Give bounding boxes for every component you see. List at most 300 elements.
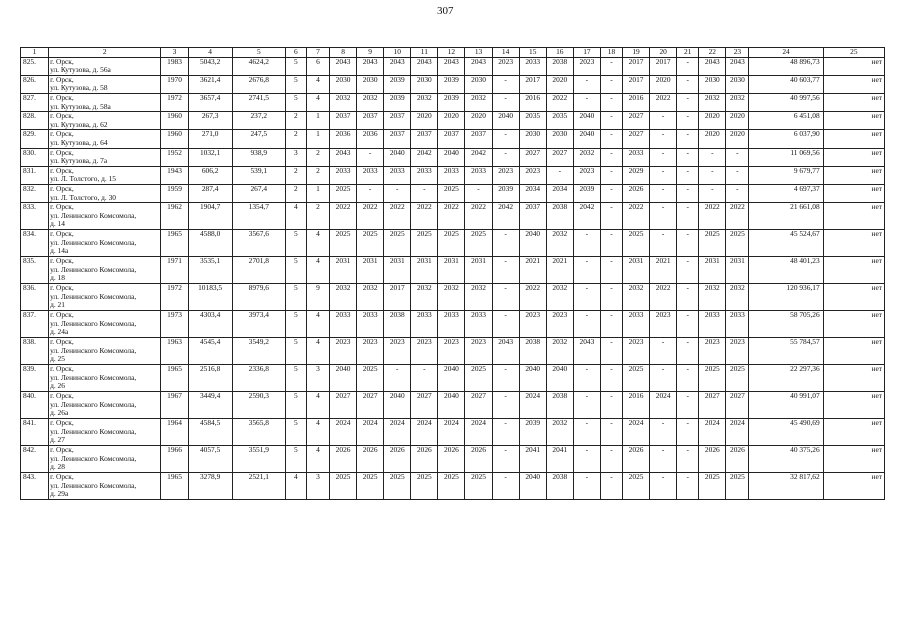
table-cell: 2033: [411, 166, 438, 184]
table-cell: -: [650, 419, 677, 446]
table-cell: -: [573, 311, 600, 338]
table-cell: -: [492, 284, 519, 311]
table-cell: 6 037,90: [749, 130, 823, 148]
table-cell: 2022: [650, 284, 677, 311]
table-cell: 2023: [492, 166, 519, 184]
table-cell: -: [677, 57, 699, 75]
address-line: ул. Кутузова, д. 56а: [50, 65, 111, 75]
address-line: г. Орск,: [50, 166, 74, 175]
table-cell: 2027: [330, 392, 357, 419]
table-cell: -: [600, 473, 622, 500]
table-cell: 2024: [357, 419, 384, 446]
table-cell: 2030: [357, 75, 384, 93]
table-cell: нет: [823, 365, 884, 392]
table-cell: 2023: [650, 311, 677, 338]
address-cell: [49, 338, 161, 365]
table-cell: 1971: [161, 257, 188, 284]
table-cell: 4: [306, 311, 329, 338]
table-cell: нет: [823, 446, 884, 473]
table-cell: 2026: [438, 446, 465, 473]
column-header: 25: [823, 48, 884, 58]
table-cell: 2023: [492, 57, 519, 75]
table-cell: -: [600, 230, 622, 257]
address-line: д. 25: [50, 354, 65, 364]
table-cell: 2: [285, 112, 306, 130]
table-cell: 4: [306, 338, 329, 365]
table-cell: 2042: [573, 203, 600, 230]
address-cell: [49, 112, 161, 130]
table-cell: 1972: [161, 284, 188, 311]
table-cell: 2032: [357, 93, 384, 111]
column-header: 7: [306, 48, 329, 58]
table-cell: -: [357, 184, 384, 202]
table-cell: 6 451,08: [749, 112, 823, 130]
column-header: 20: [650, 48, 677, 58]
table-row: [21, 365, 885, 392]
table-cell: 2023: [330, 338, 357, 365]
table-cell: -: [677, 338, 699, 365]
table-cell: 2026: [330, 446, 357, 473]
table-cell: 5: [285, 311, 306, 338]
table-row: [21, 203, 885, 230]
table-cell: нет: [823, 284, 884, 311]
address-cell: [49, 311, 161, 338]
table-cell: 22 297,36: [749, 365, 823, 392]
table-cell: 2025: [438, 473, 465, 500]
table-cell: 2032: [330, 93, 357, 111]
table-cell: 2025: [623, 473, 650, 500]
table-cell: -: [492, 230, 519, 257]
table-cell: -: [650, 130, 677, 148]
table-cell: 2023: [519, 311, 546, 338]
table-cell: 2: [306, 203, 329, 230]
table-cell: 4: [306, 93, 329, 111]
address-line: д. 26: [50, 381, 65, 391]
table-cell: -: [411, 184, 438, 202]
table-cell: 2043: [438, 57, 465, 75]
table-cell: 2038: [546, 473, 573, 500]
address-line: ул. Ленинского Комсомола,: [50, 318, 137, 328]
column-header: 18: [600, 48, 622, 58]
table-cell: -: [492, 392, 519, 419]
row-number: 827.: [21, 93, 49, 111]
address-line: г. Орск,: [50, 337, 74, 347]
table-cell: 2024: [650, 392, 677, 419]
table-cell: -: [699, 148, 726, 166]
column-header: 22: [699, 48, 726, 58]
table-cell: 2032: [411, 93, 438, 111]
table-cell: 3278,9: [188, 473, 232, 500]
table-cell: 2025: [411, 473, 438, 500]
table-row: [21, 284, 885, 311]
table-cell: 2039: [492, 184, 519, 202]
table-cell: нет: [823, 184, 884, 202]
table-cell: 2024: [411, 419, 438, 446]
table-cell: 2032: [465, 284, 492, 311]
table-cell: 2032: [330, 284, 357, 311]
address-line: г. Орск,: [50, 418, 74, 428]
table-cell: 2037: [438, 130, 465, 148]
address-line: ул. Ленинского Комсомола,: [50, 399, 137, 409]
address-line: д. 14а: [50, 246, 69, 256]
table-cell: -: [492, 419, 519, 446]
table-cell: 4: [285, 473, 306, 500]
table-cell: 2040: [330, 365, 357, 392]
table-cell: -: [677, 75, 699, 93]
table-cell: 2039: [519, 419, 546, 446]
column-header: 4: [188, 48, 232, 58]
table-cell: 2040: [384, 392, 411, 419]
table-cell: 4: [306, 419, 329, 446]
table-cell: 1973: [161, 311, 188, 338]
table-cell: 2021: [546, 257, 573, 284]
table-cell: -: [492, 75, 519, 93]
table-cell: 4: [306, 257, 329, 284]
table-cell: 2039: [438, 93, 465, 111]
table-cell: 2032: [573, 148, 600, 166]
table-cell: 2041: [546, 446, 573, 473]
table-cell: 55 784,57: [749, 338, 823, 365]
table-cell: -: [573, 473, 600, 500]
table-cell: 2: [306, 148, 329, 166]
table-cell: 4: [306, 75, 329, 93]
table-cell: -: [465, 184, 492, 202]
table-cell: нет: [823, 57, 884, 75]
address-line: ул. Кутузова, д. 58: [50, 83, 108, 93]
table-cell: 2025: [357, 365, 384, 392]
table-cell: 2025: [438, 230, 465, 257]
table-cell: 4584,5: [188, 419, 232, 446]
address-line: г. Орск,: [50, 184, 74, 193]
table-cell: 2022: [519, 284, 546, 311]
row-number: 841.: [21, 419, 49, 446]
table-cell: 2024: [465, 419, 492, 446]
table-cell: 40 603,77: [749, 75, 823, 93]
table-cell: 2035: [546, 112, 573, 130]
table-cell: 4 697,37: [749, 184, 823, 202]
address-line: г. Орск,: [50, 57, 74, 66]
table-cell: -: [573, 75, 600, 93]
table-row: [21, 230, 885, 257]
row-number: 836.: [21, 284, 49, 311]
table-cell: 2023: [465, 338, 492, 365]
column-header: 2: [49, 48, 161, 58]
table-cell: 2042: [492, 203, 519, 230]
address-line: д. 21: [50, 300, 65, 310]
table-cell: 2023: [573, 166, 600, 184]
column-header: 8: [330, 48, 357, 58]
table-cell: 10183,5: [188, 284, 232, 311]
table-cell: 2032: [726, 93, 749, 111]
table-cell: 5043,2: [188, 57, 232, 75]
row-number: 843.: [21, 473, 49, 500]
table-cell: 2027: [546, 148, 573, 166]
table-cell: 2020: [726, 112, 749, 130]
row-number: 826.: [21, 75, 49, 93]
table-cell: 4: [306, 392, 329, 419]
table-cell: -: [600, 419, 622, 446]
table-row: [21, 57, 885, 75]
row-number: 838.: [21, 338, 49, 365]
table-cell: 2024: [623, 419, 650, 446]
table-cell: 271,0: [188, 130, 232, 148]
table-cell: 2033: [330, 166, 357, 184]
table-cell: 2024: [438, 419, 465, 446]
table-cell: 2039: [384, 75, 411, 93]
table-cell: 2336,8: [232, 365, 285, 392]
table-cell: -: [650, 446, 677, 473]
table-cell: 2033: [438, 166, 465, 184]
table-cell: -: [677, 230, 699, 257]
table-cell: -: [573, 93, 600, 111]
row-number: 833.: [21, 203, 49, 230]
table-cell: 2032: [623, 284, 650, 311]
table-cell: 2031: [623, 257, 650, 284]
table-cell: 2022: [623, 203, 650, 230]
table-cell: 1967: [161, 392, 188, 419]
table-cell: 2043: [573, 338, 600, 365]
table-cell: 1: [306, 112, 329, 130]
table-cell: -: [650, 473, 677, 500]
table-row: [21, 338, 885, 365]
table-cell: 5: [285, 257, 306, 284]
address-line: д. 18: [50, 273, 65, 283]
table-cell: 2034: [546, 184, 573, 202]
table-cell: -: [411, 365, 438, 392]
table-cell: 2020: [465, 112, 492, 130]
table-row: [21, 148, 885, 166]
table-cell: 2027: [465, 392, 492, 419]
table-cell: 48 401,23: [749, 257, 823, 284]
address-cell: [49, 230, 161, 257]
address-line: ул. Ленинского Комсомола,: [50, 453, 137, 463]
table-cell: 2038: [546, 57, 573, 75]
table-cell: 2040: [438, 365, 465, 392]
table-cell: 2521,1: [232, 473, 285, 500]
table-row: [21, 419, 885, 446]
table-cell: 2033: [519, 57, 546, 75]
table-cell: 2031: [330, 257, 357, 284]
table-cell: 2016: [519, 93, 546, 111]
table-cell: 6: [306, 57, 329, 75]
table-cell: нет: [823, 338, 884, 365]
table-cell: 267,3: [188, 112, 232, 130]
table-cell: -: [677, 365, 699, 392]
table-cell: 2033: [699, 311, 726, 338]
table-cell: 606,2: [188, 166, 232, 184]
address-cell: [49, 392, 161, 419]
table-cell: 2032: [546, 338, 573, 365]
table-cell: 2023: [699, 338, 726, 365]
address-line: д. 28: [50, 462, 65, 472]
address-cell: [49, 473, 161, 500]
table-cell: 2023: [438, 338, 465, 365]
table-cell: 2032: [465, 93, 492, 111]
table-cell: 1952: [161, 148, 188, 166]
column-header: 9: [357, 48, 384, 58]
table-cell: 1970: [161, 75, 188, 93]
table-cell: 5: [285, 338, 306, 365]
table-cell: 1032,1: [188, 148, 232, 166]
table-cell: 2031: [357, 257, 384, 284]
table-cell: 2023: [726, 338, 749, 365]
table-cell: 2027: [623, 112, 650, 130]
table-cell: 2043: [357, 57, 384, 75]
table-cell: -: [573, 419, 600, 446]
table-cell: -: [650, 166, 677, 184]
table-cell: -: [600, 112, 622, 130]
table-cell: 4545,4: [188, 338, 232, 365]
table-cell: -: [677, 446, 699, 473]
address-line: ул. Ленинского Комсомола,: [50, 264, 137, 274]
table-cell: 2033: [330, 311, 357, 338]
table-cell: 3621,4: [188, 75, 232, 93]
column-header: 12: [438, 48, 465, 58]
address-line: г. Орск,: [50, 391, 74, 401]
table-cell: 3549,2: [232, 338, 285, 365]
address-line: ул. Ленинского Комсомола,: [50, 426, 137, 436]
table-cell: 2040: [384, 148, 411, 166]
table-cell: -: [573, 365, 600, 392]
table-cell: 2032: [699, 284, 726, 311]
address-line: г. Орск,: [50, 129, 74, 139]
address-cell: [49, 257, 161, 284]
table-cell: 2022: [546, 93, 573, 111]
table-cell: 3: [306, 365, 329, 392]
table-cell: нет: [823, 392, 884, 419]
address-line: г. Орск,: [50, 310, 74, 320]
table-row: [21, 93, 885, 111]
table-cell: -: [573, 446, 600, 473]
address-cell: [49, 148, 161, 166]
table-cell: 5: [285, 419, 306, 446]
table-cell: -: [492, 311, 519, 338]
column-header: 10: [384, 48, 411, 58]
table-cell: 3: [285, 148, 306, 166]
row-number: 835.: [21, 257, 49, 284]
table-cell: 2032: [699, 93, 726, 111]
table-cell: 2037: [330, 112, 357, 130]
table-cell: нет: [823, 230, 884, 257]
table-cell: 2020: [726, 130, 749, 148]
table-cell: 2031: [411, 257, 438, 284]
table-cell: 2038: [384, 311, 411, 338]
row-number: 834.: [21, 230, 49, 257]
table-cell: 2025: [465, 365, 492, 392]
table-cell: 2032: [546, 230, 573, 257]
table-cell: 2043: [411, 57, 438, 75]
row-number: 837.: [21, 311, 49, 338]
table-cell: 2040: [492, 112, 519, 130]
table-cell: 4: [306, 230, 329, 257]
table-cell: 2043: [699, 57, 726, 75]
table-row: [21, 446, 885, 473]
table-cell: -: [600, 203, 622, 230]
address-cell: [49, 75, 161, 93]
table-cell: 58 705,26: [749, 311, 823, 338]
table-cell: 2027: [411, 392, 438, 419]
address-cell: [49, 419, 161, 446]
table-cell: 247,5: [232, 130, 285, 148]
table-cell: 3565,8: [232, 419, 285, 446]
table-cell: 2034: [519, 184, 546, 202]
table-cell: -: [600, 75, 622, 93]
row-number: 840.: [21, 392, 49, 419]
address-line: ул. Л. Толстого, д. 30: [50, 192, 116, 202]
table-row: [21, 184, 885, 202]
table-cell: 2026: [384, 446, 411, 473]
table-cell: 5: [285, 365, 306, 392]
column-header: 5: [232, 48, 285, 58]
address-cell: [49, 284, 161, 311]
table-cell: 2024: [699, 419, 726, 446]
table-cell: 2030: [519, 130, 546, 148]
table-cell: нет: [823, 93, 884, 111]
table-cell: 2023: [623, 338, 650, 365]
table-cell: 1965: [161, 365, 188, 392]
table-cell: 2037: [519, 203, 546, 230]
table-cell: 3551,9: [232, 446, 285, 473]
table-cell: -: [677, 392, 699, 419]
column-header: 14: [492, 48, 519, 58]
address-line: ул. Кутузова, д. 64: [50, 137, 108, 147]
column-header: 23: [726, 48, 749, 58]
table-cell: -: [492, 93, 519, 111]
table-cell: 2: [285, 130, 306, 148]
address-line: д. 27: [50, 435, 65, 445]
table-cell: 2036: [357, 130, 384, 148]
column-header: 11: [411, 48, 438, 58]
table-cell: 32 817,62: [749, 473, 823, 500]
table-cell: 45 490,69: [749, 419, 823, 446]
address-line: г. Орск,: [50, 364, 74, 374]
address-line: г. Орск,: [50, 472, 74, 482]
table-cell: -: [650, 338, 677, 365]
address-cell: [49, 365, 161, 392]
table-cell: 2039: [573, 184, 600, 202]
table-cell: 1960: [161, 112, 188, 130]
address-line: д. 29а: [50, 489, 69, 499]
table-cell: -: [492, 148, 519, 166]
table-cell: 2025: [726, 230, 749, 257]
table-cell: -: [677, 203, 699, 230]
table-cell: -: [384, 365, 411, 392]
table-cell: 2023: [546, 311, 573, 338]
table-cell: 2033: [384, 166, 411, 184]
table-cell: нет: [823, 166, 884, 184]
address-line: д. 26а: [50, 408, 69, 418]
table-cell: -: [677, 112, 699, 130]
table-cell: -: [677, 93, 699, 111]
table-cell: 2032: [726, 284, 749, 311]
table-cell: 2016: [623, 93, 650, 111]
table-cell: 2590,3: [232, 392, 285, 419]
table-cell: -: [699, 184, 726, 202]
table-cell: 2030: [330, 75, 357, 93]
table-cell: нет: [823, 75, 884, 93]
table-cell: 2029: [623, 166, 650, 184]
table-cell: 287,4: [188, 184, 232, 202]
address-line: ул. Л. Толстого, д. 15: [50, 174, 116, 184]
table-cell: 48 896,73: [749, 57, 823, 75]
table-cell: 2040: [438, 148, 465, 166]
table-cell: 1962: [161, 203, 188, 230]
table-cell: 2017: [623, 57, 650, 75]
table-cell: -: [600, 365, 622, 392]
table-cell: 120 936,17: [749, 284, 823, 311]
address-line: д. 14: [50, 219, 65, 229]
table-cell: 2030: [699, 75, 726, 93]
